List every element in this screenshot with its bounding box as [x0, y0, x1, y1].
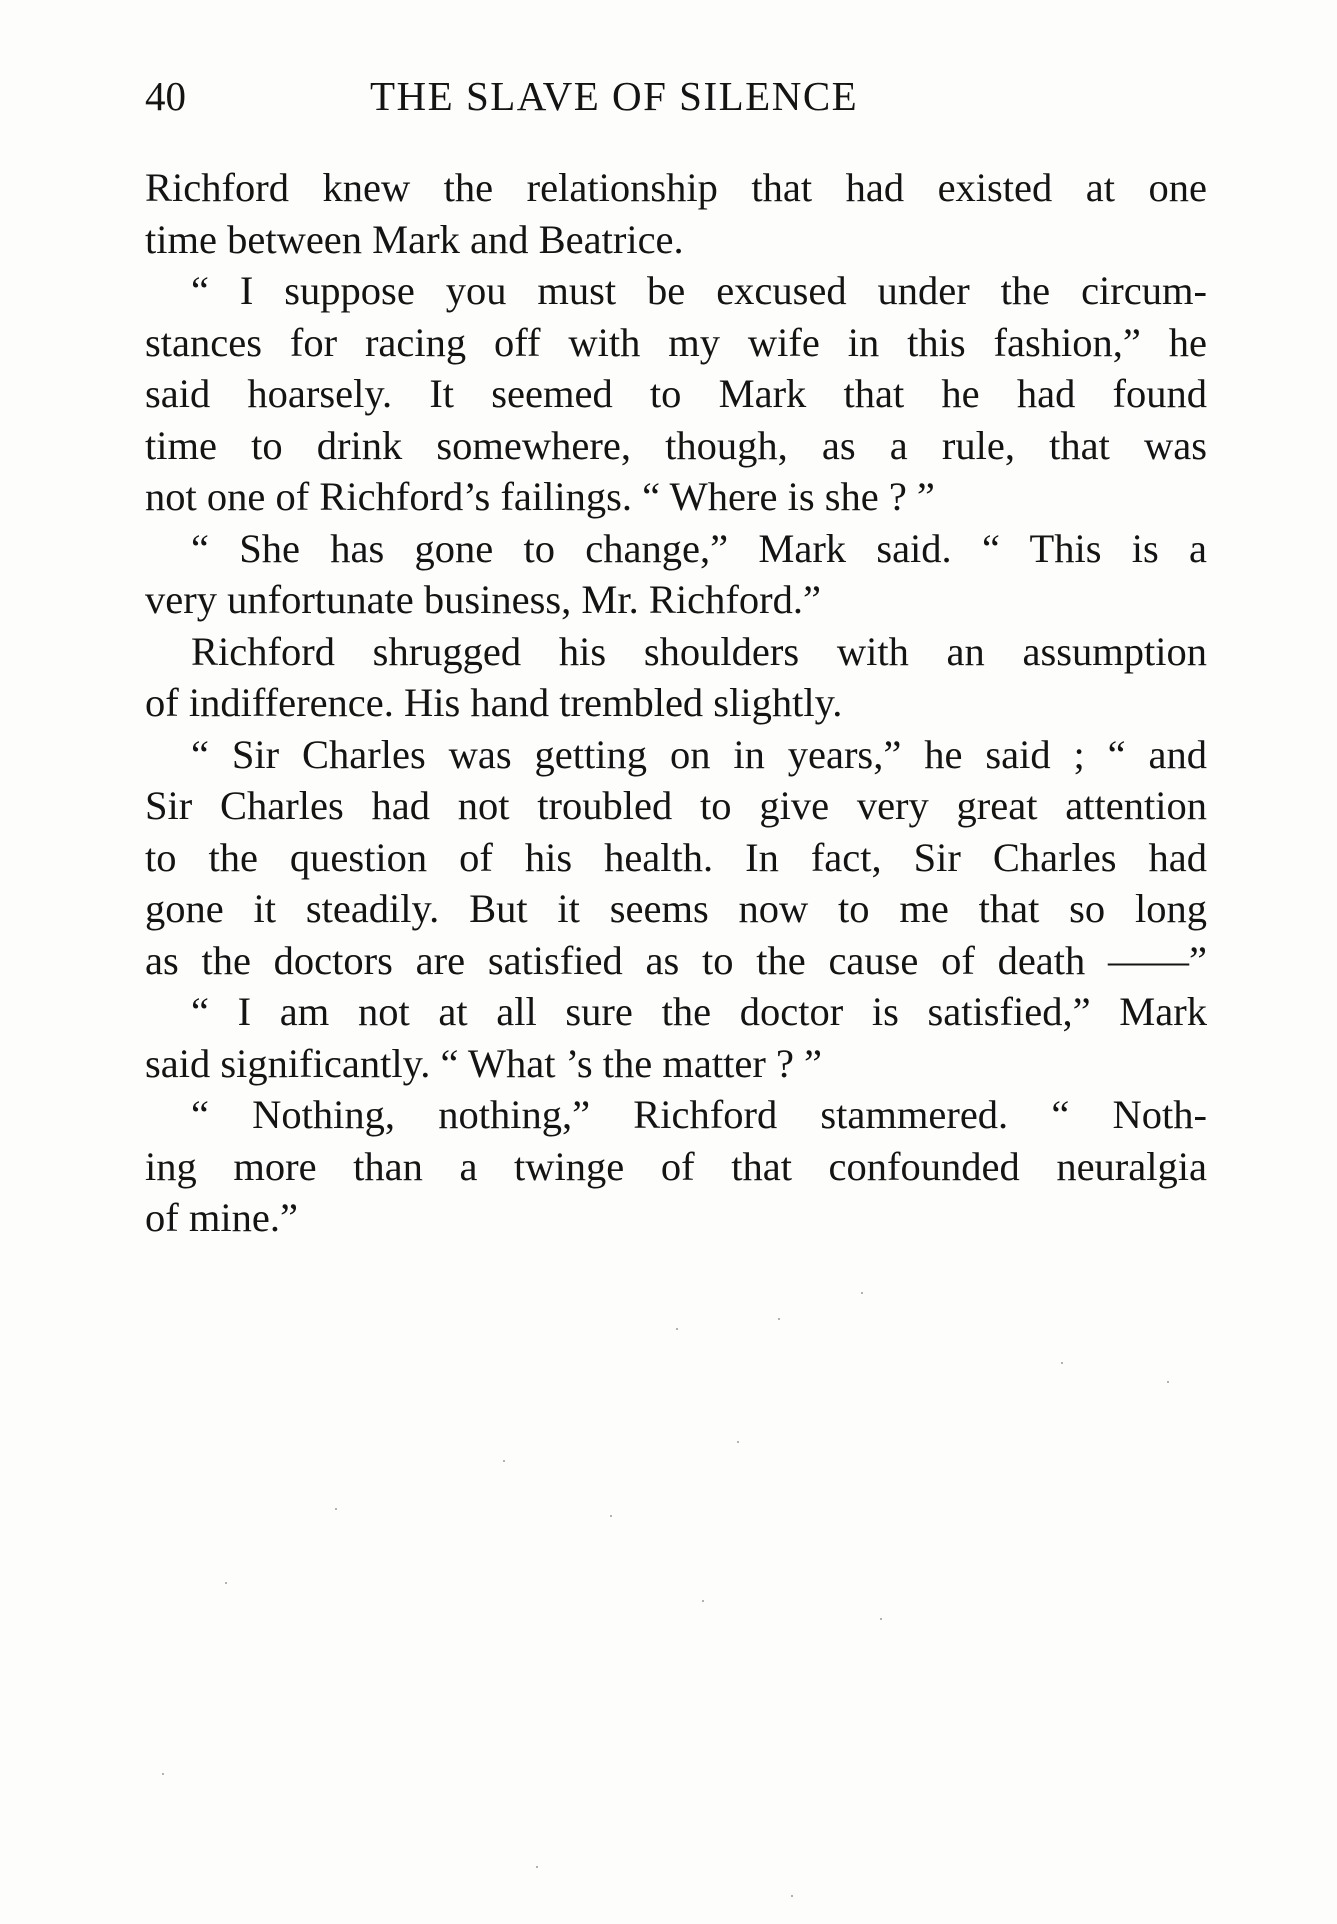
text-line: said hoarsely. It seemed to Mark that he had found: [145, 371, 1207, 416]
paper-speck: [676, 1328, 678, 1330]
paragraph-2: [145, 265, 1207, 523]
text-line: time to drink somewhere, though, as a rule, that was: [145, 422, 1207, 468]
paper-speck: [610, 1515, 612, 1517]
paper-speck: [702, 1600, 704, 1602]
paragraph-4: [145, 626, 1207, 729]
text-line: time between Mark and Beatrice.: [145, 216, 684, 262]
paper-speck: [536, 1866, 538, 1868]
text-line: “ She has gone to change,” Mark said. “ This is a: [191, 525, 1207, 571]
paper-speck: [1167, 1381, 1169, 1383]
text-line: of indifference. His hand trembled slightly.: [145, 680, 843, 725]
text-line: to the question of his health. In fact, Sir Charles had: [145, 834, 1207, 880]
text-line: Sir Charles had not troubled to give very great attention: [145, 783, 1207, 828]
paper-speck: [861, 1292, 863, 1294]
body-text: [145, 162, 1207, 1244]
paper-speck: [778, 1318, 780, 1320]
running-title: THE SLAVE OF SILENCE: [370, 73, 859, 119]
paper-speck: [880, 1618, 882, 1620]
text-line: not one of Richford’s failings. “ Where is she ? ”: [145, 474, 935, 519]
paragraph-7: [145, 1089, 1207, 1244]
text-line: “ I am not at all sure the doctor is satisfied,” Mark: [191, 989, 1207, 1034]
paragraph-5: [145, 729, 1207, 987]
paragraph-1: [145, 162, 1207, 265]
text-line: Richford shrugged his shoulders with an assumption: [191, 628, 1207, 674]
text-line: as the doctors are satisfied as to the cause of death ——”: [145, 937, 1207, 983]
text-line: stances for racing off with my wife in this fashion,” he: [145, 319, 1207, 365]
text-line: “ Nothing, nothing,” Richford stammered. “ Noth-: [191, 1092, 1207, 1137]
page-number: 40: [145, 73, 186, 119]
paragraph-6: [145, 986, 1207, 1089]
text-line: said significantly. “ What ’s the matter ? ”: [145, 1040, 823, 1086]
text-line: “ I suppose you must be excused under the circum-: [191, 268, 1207, 313]
text-line: of mine.”: [145, 1195, 298, 1240]
text-line: very unfortunate business, Mr. Richford.”: [145, 577, 821, 622]
paper-speck: [162, 1773, 164, 1775]
text-line: ing more than a twinge of that confounded neuralgia: [145, 1143, 1207, 1189]
text-line: gone it steadily. But it seems now to me that so long: [145, 886, 1207, 931]
paragraph-3: [145, 523, 1207, 626]
text-line: “ Sir Charles was getting on in years,” he said ; “ and: [191, 731, 1207, 777]
running-head: [145, 68, 1207, 124]
paper-speck: [737, 1441, 739, 1443]
paper-speck: [335, 1508, 337, 1510]
paper-speck: [225, 1582, 227, 1584]
paper-speck: [1061, 1362, 1063, 1364]
paper-speck: [503, 1460, 505, 1462]
paper-speck: [791, 1895, 793, 1897]
text-line: Richford knew the relationship that had existed at one: [145, 165, 1207, 210]
